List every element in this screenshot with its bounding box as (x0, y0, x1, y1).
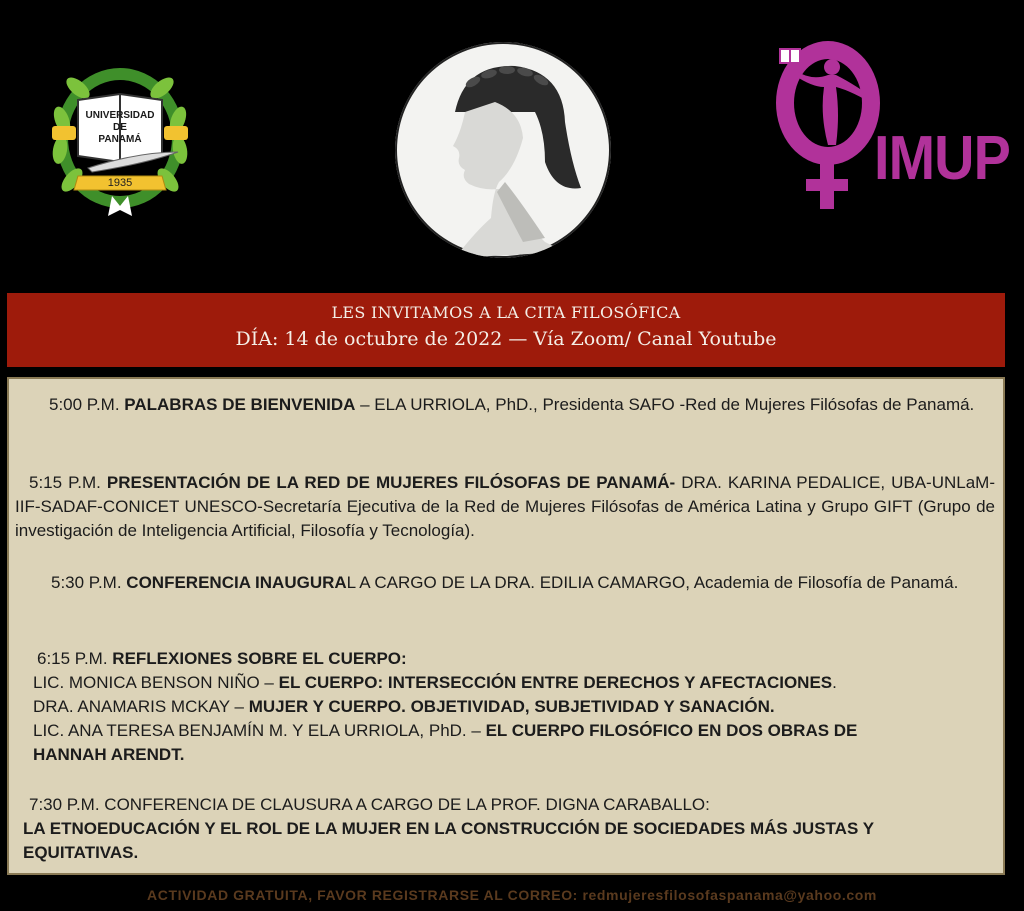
item-title: CONFERENCIA INAUGURA (126, 573, 347, 592)
portrait-image (395, 42, 611, 258)
registration-footer: ACTIVIDAD GRATUITA, FAVOR REGISTRARSE AL CORREO: redmujeresfilosofaspanama@yahoo.com (147, 887, 877, 903)
imup-logo (770, 35, 1020, 215)
university-name-line3: PANAMÁ (98, 134, 142, 145)
program-box (7, 377, 1005, 875)
universidad-logo (48, 60, 192, 220)
program-item-reflections (33, 647, 995, 767)
speaker-mckay: DRA. ANAMARIS MCKAY – (33, 697, 249, 716)
program-item-welcome (15, 393, 995, 417)
talk-benjamin-urriola: EL CUERPO FILOSÓFICO EN DOS OBRAS DE HANNAH ARENDT. (33, 721, 858, 764)
university-name-line2: DE (113, 122, 127, 133)
banner-title: LES INVITAMOS A LA CITA FILOSÓFICA (331, 303, 681, 322)
speaker-benjamin-urriola: LIC. ANA TERESA BENJAMÍN M. Y ELA URRIOLA, PhD. – (33, 721, 486, 740)
program-item-presentation (15, 471, 995, 543)
laurel-portrait-icon (395, 42, 611, 258)
talk-benson: EL CUERPO: INTERSECCIÓN ENTRE DERECHOS Y AFECTACIONES (278, 673, 833, 692)
closing-title: LA ETNOEDUCACIÓN Y EL ROL DE LA MUJER EN LA CONSTRUCCIÓN DE SOCIEDADES MÁS JUSTAS Y EQUITATIVAS. (23, 819, 874, 862)
banner-date: DÍA: 14 de octubre de 2022 — Vía Zoom/ Canal Youtube (235, 328, 777, 350)
program-item-closing (23, 793, 995, 865)
item-title: PALABRAS DE BIENVENIDA (124, 395, 356, 414)
program-item-inaugural (15, 571, 995, 595)
talk-benson-end: . (832, 673, 837, 692)
item-time: 5:30 P.M. (51, 573, 127, 592)
closing-line: 7:30 P.M. CONFERENCIA DE CLAUSURA A CARGO DE LA PROF. DIGNA CARABALLO: (29, 795, 710, 814)
invitation-banner (7, 293, 1005, 367)
item-time: 5:15 P.M. (29, 473, 107, 492)
imup-wordmark: IMUP (874, 124, 1010, 193)
item-speaker: – ELA URRIOLA, PhD., Presidenta SAFO -Red de Mujeres Filósofas de Panamá. (355, 395, 975, 414)
university-year: 1935 (107, 177, 133, 189)
item-time: 6:15 P.M. (37, 649, 113, 668)
university-name-line1: UNIVERSIDAD (85, 110, 155, 121)
item-speaker: L A CARGO DE LA DRA. EDILIA CAMARGO, Academia de Filosofía de Panamá. (346, 573, 959, 592)
speaker-benson: LIC. MONICA BENSON NIÑO – (33, 673, 279, 692)
item-speaker: DRA. KARINA PEDALICE, UBA-UNLaM-IIF-SADAF-CONICET UNESCO-Secretaría Ejecutiva de la Red de Mujeres Filósofas de América Latina y Grupo GIFT (Grupo de investigación de Inteligencia Artificial, Filosofía y Tecnología). (15, 473, 995, 540)
item-time: 5:00 P.M. (49, 395, 125, 414)
item-title: REFLEXIONES SOBRE EL CUERPO: (112, 649, 407, 668)
talk-mckay: MUJER Y CUERPO. OBJETIVIDAD, SUBJETIVIDAD Y SANACIÓN. (248, 697, 775, 716)
item-title: PRESENTACIÓN DE LA RED DE MUJERES FILÓSOFAS DE PANAMÁ- (106, 473, 676, 492)
